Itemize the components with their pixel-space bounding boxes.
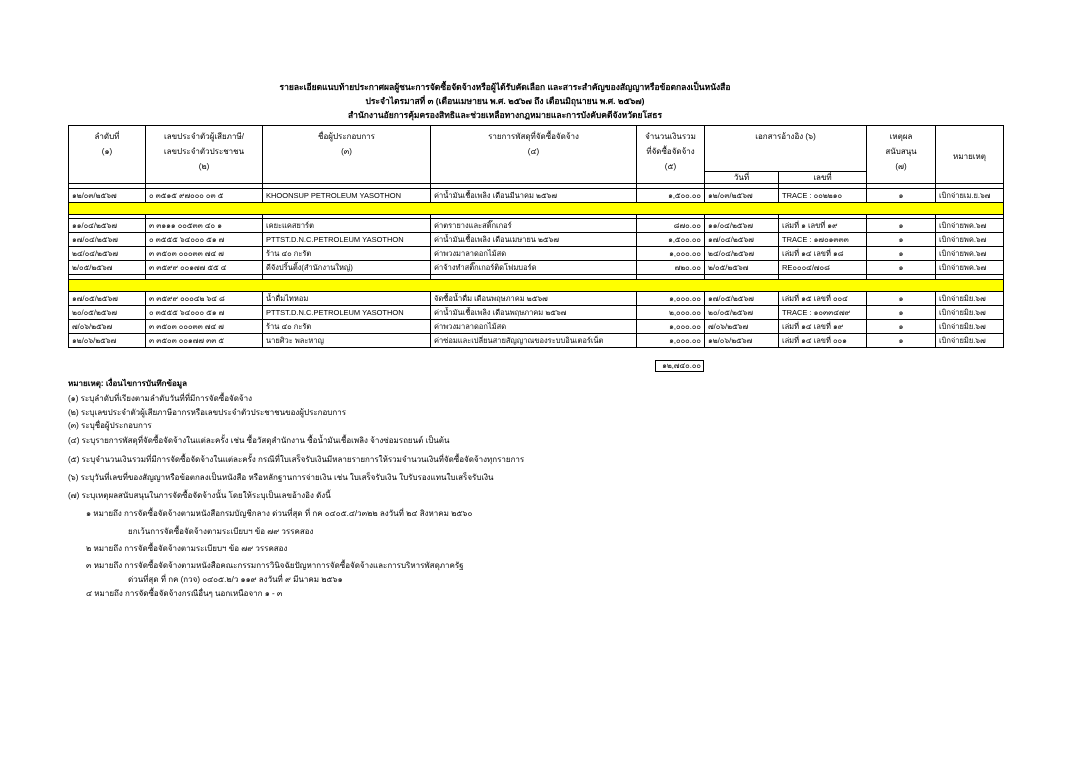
cell-reason: ๑ xyxy=(867,334,936,348)
cell-item: ค่าพวงมาลาดอกไม้สด xyxy=(431,247,637,261)
highlight-row xyxy=(69,203,1004,215)
reason-code-continuation: ด่วนที่สุด ที่ กค (กวจ) ๐๔๐๕.๒/ว ๑๑๙ ลงวันที่ ๙ มีนาคม ๒๕๖๑ xyxy=(128,575,343,584)
table-row xyxy=(69,292,1004,306)
cell-ref-no: เล่มที่ ๑๔ เลขที่ ๑๘ xyxy=(779,247,867,261)
header-ref-no: เลขที่ xyxy=(779,172,867,184)
note-item: (๒) ระบุเลขประจำตัวผู้เสียภาษีอากรหรือเลขประจำตัวประชาชนของผู้ประกอบการ xyxy=(68,408,347,417)
cell-remark: เบิกจ่ายมิย.๖๗ xyxy=(936,320,1004,334)
header-amount xyxy=(637,126,705,184)
header-line: (๗) xyxy=(895,162,907,171)
cell-sequence: ๑๑/๐๔/๒๕๖๗ xyxy=(69,219,146,233)
cell-tax-id: ๓ ๓๕๐๓ ๐๐๑๗๗ ๓๓ ๕ xyxy=(146,334,263,348)
cell-ref-no: TRACE : ๐๐๒๒๑๐ xyxy=(779,189,867,203)
header-line: ชื่อผู้ประกอบการ xyxy=(318,132,375,141)
cell-amount: ๑,๕๐๐.๐๐ xyxy=(637,233,705,247)
note-item: (๖) ระบุวันที่เลขที่ของสัญญาหรือข้อตกลงเป็นหนังสือ หรือหลักฐานการจ่ายเงิน เช่น ใบเสร็จรับเงิน ใบรับรองแทนใบเสร็จรับเงิน xyxy=(68,473,494,482)
header-tax-id xyxy=(146,126,263,184)
cell-remark: เบิกจ่ายพค.๖๗ xyxy=(936,219,1004,233)
cell-amount: ๒,๐๐๐.๐๐ xyxy=(637,306,705,320)
cell-vendor: น้ำดื่มไทหอม xyxy=(263,292,431,306)
cell-item: ค่าตรายางและสติ๊กเกอร์ xyxy=(431,219,637,233)
cell-ref-date: ๒/๐๕/๒๕๖๗ xyxy=(705,261,779,275)
cell-ref-date: ๑๑/๐๔/๒๕๖๗ xyxy=(705,219,779,233)
highlight-band xyxy=(69,203,1004,215)
cell-ref-no: RE๐๐๐๔/๗๐๘ xyxy=(779,261,867,275)
cell-item: ค่าซ่อมและเปลี่ยนสายสัญญาณของระบบอินเตอร์เน็ต xyxy=(431,334,637,348)
table-row xyxy=(69,261,1004,275)
table-row xyxy=(69,219,1004,233)
header-line: (๒) xyxy=(198,162,210,171)
cell-amount: ๑,๐๐๐.๐๐ xyxy=(637,320,705,334)
document-office: สำนักงานอัยการคุ้มครองสิทธิและช่วยเหลือทางกฎหมายและการบังคับคดีจังหวัดยโสธร xyxy=(347,110,663,120)
grand-total: ๑๒,๗๔๐.๐๐ xyxy=(655,360,704,372)
cell-sequence: ๑๗/๐๔/๒๕๖๗ xyxy=(69,233,146,247)
cell-reason: ๑ xyxy=(867,233,936,247)
notes-heading: หมายเหตุ: เงื่อนไขการบันทึกข้อมูล xyxy=(68,379,187,388)
cell-ref-date: ๑๗/๐๔/๒๕๖๗ xyxy=(705,233,779,247)
cell-reason: ๑ xyxy=(867,247,936,261)
cell-sequence: ๗/๐๖/๒๕๖๗ xyxy=(69,320,146,334)
cell-vendor: เคยะแคสยาร์ต xyxy=(263,219,431,233)
header-line: ลำดับที่ xyxy=(94,132,120,141)
header-line: ที่จัดซื้อจัดจ้าง xyxy=(646,147,695,156)
cell-sequence: ๒๔/๐๔/๒๕๖๗ xyxy=(69,247,146,261)
header-remark: หมายเหตุ xyxy=(936,126,1004,184)
cell-item: ค่าน้ำมันเชื้อเพลิง เดือนพฤษภาคม ๒๕๖๗ xyxy=(431,306,637,320)
header-line: รายการพัสดุที่จัดซื้อจัดจ้าง xyxy=(488,132,579,141)
cell-vendor: ร้าน ๔๐ กะรัต xyxy=(263,320,431,334)
header-row xyxy=(69,126,1004,172)
cell-tax-id: ๓ ๓๕๐๓ ๐๐๐๓๓ ๗๔ ๗ xyxy=(146,247,263,261)
cell-ref-no: เล่มที่ ๑๕ เลขที่ ๐๐๔ xyxy=(779,292,867,306)
cell-ref-no: เล่มที่ ๑ เลขที่ ๑๙ xyxy=(779,219,867,233)
cell-sequence: ๑๒/๐๓/๒๕๖๗ xyxy=(69,189,146,203)
note-item: (๔) ระบุรายการพัสดุที่จัดซื้อจัดจ้างในแต่ละครั้ง เช่น ซื้อวัสดุสำนักงาน ซื้อน้ำมันเชื้อเพลิง จ้างซ่อมรถยนต์ เป็นต้น xyxy=(68,436,450,445)
cell-vendor: นายศิวะ พละหาญ xyxy=(263,334,431,348)
cell-reason: ๑ xyxy=(867,189,936,203)
header-line: (๑) xyxy=(101,147,113,156)
cell-vendor: KHOONSUP PETROLEUM YASOTHON xyxy=(263,189,431,203)
note-item: (๑) ระบุลำดับที่เรียงตามลำดับวันที่ที่มีการจัดซื้อจัดจ้าง xyxy=(68,394,252,403)
cell-remark: เบิกจ่ายเม.ย.๖๗ xyxy=(936,189,1004,203)
cell-ref-date: ๗/๐๖/๒๕๖๗ xyxy=(705,320,779,334)
cell-item: ค่าน้ำมันเชื้อเพลิง เดือนเมษายน ๒๕๖๗ xyxy=(431,233,637,247)
reason-code-line: ๓ หมายถึง การจัดซื้อจัดจ้างตามหนังสือคณะกรรมการวินิจฉัยปัญหาการจัดซื้อจัดจ้างและการบริหารพัสดุภาครัฐ xyxy=(86,561,464,570)
cell-reason: ๑ xyxy=(867,261,936,275)
cell-sequence: ๑๗/๐๕/๒๕๖๗ xyxy=(69,292,146,306)
table-row xyxy=(69,233,1004,247)
header-line: เลขประจำตัวผู้เสียภาษี/ xyxy=(164,132,244,141)
procurement-table xyxy=(68,125,1004,348)
cell-ref-no: เล่มที่ ๑๔ เลขที่ ๑๙ xyxy=(779,320,867,334)
reason-code-line: ๒ หมายถึง การจัดซื้อจัดจ้างตามระเบียบฯ ข้อ ๗๙ วรรคสอง xyxy=(86,544,288,553)
cell-amount: ๗๒๐.๐๐ xyxy=(637,261,705,275)
cell-ref-date: ๑๒/๐๓/๒๕๖๗ xyxy=(705,189,779,203)
cell-ref-no: เล่มที่ ๑๔ เลขที่ ๐๐๑ xyxy=(779,334,867,348)
reason-code-line: ๔ หมายถึง การจัดซื้อจัดจ้างกรณีอื่นๆ นอกเหนือจาก ๑ - ๓ xyxy=(86,589,283,598)
cell-item: จัดซื้อน้ำดื่ม เดือนพฤษภาคม ๒๕๖๗ xyxy=(431,292,637,306)
document-period: ประจำไตรมาสที่ ๓ (เดือนเมษายน พ.ศ. ๒๕๖๗ ถึง เดือนมิถุนายน พ.ศ. ๒๕๖๗) xyxy=(365,96,645,106)
cell-remark: เบิกจ่ายมิย.๖๗ xyxy=(936,292,1004,306)
header-line: สนับสนุน xyxy=(885,147,917,156)
header-sequence xyxy=(69,126,146,184)
header-line: เอกสารอ้างอิง (๖) xyxy=(755,132,816,141)
note-item: (๓) ระบุชื่อผู้ประกอบการ xyxy=(68,421,152,430)
cell-vendor: ดีจังปริ้นติ้ง(สำนักงานใหญ่) xyxy=(263,261,431,275)
table-row xyxy=(69,306,1004,320)
header-line: เหตุผล xyxy=(889,132,913,141)
cell-ref-date: ๒๔/๐๔/๒๕๖๗ xyxy=(705,247,779,261)
cell-tax-id: ๐ ๓๕๑๕ ๙๗๐๐๐ ๐๓ ๕ xyxy=(146,189,263,203)
cell-remark: เบิกจ่ายมิย.๖๗ xyxy=(936,306,1004,320)
cell-tax-id: ๐ ๓๕๕๕ ๖๔๐๐๐ ๕๑ ๗ xyxy=(146,306,263,320)
cell-remark: เบิกจ่ายมิย.๖๗ xyxy=(936,334,1004,348)
table-row xyxy=(69,320,1004,334)
cell-remark: เบิกจ่ายพค.๖๗ xyxy=(936,233,1004,247)
header-reason xyxy=(867,126,936,184)
header-reference xyxy=(705,126,867,172)
cell-reason: ๑ xyxy=(867,292,936,306)
cell-reason: ๑ xyxy=(867,306,936,320)
cell-reason: ๑ xyxy=(867,219,936,233)
cell-vendor: ร้าน ๔๐ กะรัต xyxy=(263,247,431,261)
cell-tax-id: ๓ ๓๕๐๓ ๐๐๐๓๓ ๗๔ ๗ xyxy=(146,320,263,334)
cell-amount: ๑,๐๐๐.๐๐ xyxy=(637,292,705,306)
cell-remark: เบิกจ่ายพค.๖๗ xyxy=(936,247,1004,261)
table-row xyxy=(69,334,1004,348)
cell-ref-no: TRACE : ๑๐๓๓๔๗๙ xyxy=(779,306,867,320)
cell-ref-no: TRACE : ๑๗๐๑๓๓๓ xyxy=(779,233,867,247)
header-line: (๕) xyxy=(664,162,677,171)
reason-code-continuation: ยกเว้นการจัดซื้อจัดจ้างตามระเบียบฯ ข้อ ๗๙ วรรคสอง xyxy=(128,527,314,536)
note-item: (๕) ระบุจำนวนเงินรวมที่มีการจัดซื้อจัดจ้างในแต่ละครั้ง กรณีที่ใบเสร็จรับเงินมีหลายรายการให้รวมจำนวนเงินที่จัดซื้อจัดจ้างทุกรายการ xyxy=(68,455,525,464)
cell-amount: ๘๗๐.๐๐ xyxy=(637,219,705,233)
cell-vendor: PTTST.D.N.C.PETROLEUM YASOTHON xyxy=(263,233,431,247)
header-vendor xyxy=(263,126,431,184)
cell-sequence: ๒๐/๐๕/๒๕๖๗ xyxy=(69,306,146,320)
document-title: รายละเอียดแนบท้ายประกาศผลผู้ชนะการจัดซื้อจัดจ้างหรือผู้ได้รับคัดเลือก และสาระสำคัญของสัญญาหรือข้อตกลงเป็นหนังสือ xyxy=(279,82,731,92)
reason-code-line: ๑ หมายถึง การจัดซื้อจัดจ้างตามหนังสือกรมบัญชีกลาง ด่วนที่สุด ที่ กค ๐๔๐๕.๔/ว๓๒๒ ลงวันที่ ๒๔ สิงหาคม ๒๕๖๐ xyxy=(86,509,473,518)
header-item xyxy=(431,126,637,184)
cell-ref-date: ๑๒/๐๖/๒๕๖๗ xyxy=(705,334,779,348)
cell-amount: ๑,๐๐๐.๐๐ xyxy=(637,247,705,261)
note-item: (๗) ระบุเหตุผลสนับสนุนในการจัดซื้อจัดจ้างนั้น โดยให้ระบุเป็นเลขอ้างอิง ดังนี้ xyxy=(68,491,331,500)
cell-tax-id: ๓ ๓๕๙๙ ๐๐๐๔๒ ๖๔ ๘ xyxy=(146,292,263,306)
cell-sequence: ๑๒/๐๖/๒๕๖๗ xyxy=(69,334,146,348)
cell-tax-id: ๓ ๓๑๑๑ ๐๐๕๓๓ ๔๐ ๑ xyxy=(146,219,263,233)
cell-tax-id: ๐ ๓๕๕๕ ๖๔๐๐๐ ๕๑ ๗ xyxy=(146,233,263,247)
header-line: จำนวนเงินรวม xyxy=(645,132,696,141)
cell-amount: ๑,๐๐๐.๐๐ xyxy=(637,334,705,348)
highlight-row xyxy=(69,280,1004,292)
cell-vendor: PTTST.D.N.C.PETROLEUM YASOTHON xyxy=(263,306,431,320)
table-row xyxy=(69,247,1004,261)
cell-ref-date: ๒๐/๐๕/๒๕๖๗ xyxy=(705,306,779,320)
header-ref-date: วันที่ xyxy=(705,172,779,184)
cell-sequence: ๒/๐๕/๒๕๖๗ xyxy=(69,261,146,275)
cell-ref-date: ๑๗/๐๕/๒๕๖๗ xyxy=(705,292,779,306)
cell-remark: เบิกจ่ายพค.๖๗ xyxy=(936,261,1004,275)
highlight-band xyxy=(69,280,1004,292)
cell-reason: ๑ xyxy=(867,320,936,334)
header-line: (๓) xyxy=(341,147,352,156)
cell-item: ค่าพวงมาลาดอกไม้สด xyxy=(431,320,637,334)
cell-item: ค่าจ้างทำสติ๊กเกอร์ติดโฟมบอร์ด xyxy=(431,261,637,275)
header-line: เลขประจำตัวประชาชน xyxy=(163,147,245,156)
cell-tax-id: ๓ ๓๕๙๙ ๐๐๑๗๗ ๕๕ ๔ xyxy=(146,261,263,275)
header-line: (๔) xyxy=(527,147,540,156)
cell-item: ค่าน้ำมันเชื้อเพลิง เดือนมีนาคม ๒๕๖๗ xyxy=(431,189,637,203)
cell-amount: ๑,๕๐๐.๐๐ xyxy=(637,189,705,203)
table-row xyxy=(69,189,1004,203)
